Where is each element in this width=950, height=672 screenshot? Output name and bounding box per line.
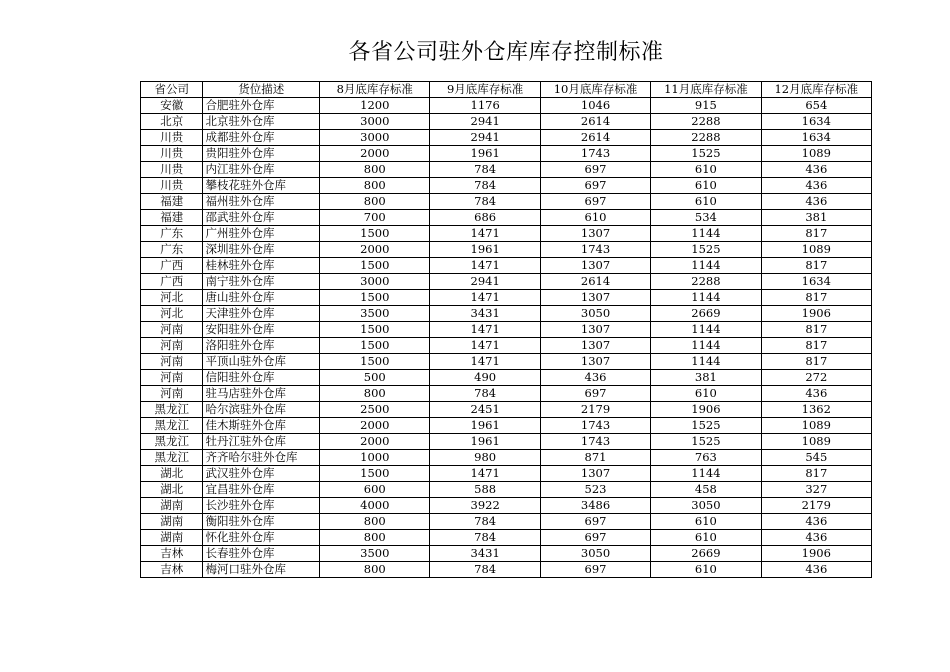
- nov-standard-cell: 915: [651, 98, 761, 114]
- province-cell: 吉林: [141, 562, 203, 578]
- province-cell: 河北: [141, 306, 203, 322]
- province-cell: 湖南: [141, 498, 203, 514]
- province-cell: 湖北: [141, 466, 203, 482]
- dec-standard-cell: 817: [761, 290, 871, 306]
- location-desc-cell: 牡丹江驻外仓库: [203, 434, 320, 450]
- oct-standard-cell: 3050: [540, 306, 650, 322]
- sep-standard-cell: 2941: [430, 114, 540, 130]
- nov-standard-cell: 1144: [651, 354, 761, 370]
- dec-standard-cell: 381: [761, 210, 871, 226]
- oct-standard-cell: 1743: [540, 418, 650, 434]
- aug-standard-cell: 2500: [320, 402, 430, 418]
- location-desc-cell: 深圳驻外仓库: [203, 242, 320, 258]
- dec-standard-cell: 817: [761, 466, 871, 482]
- dec-standard-cell: 654: [761, 98, 871, 114]
- table-row: [141, 402, 872, 418]
- oct-standard-cell: 2614: [540, 274, 650, 290]
- table-row: [141, 194, 872, 210]
- province-cell: 广西: [141, 274, 203, 290]
- dec-standard-cell: 1362: [761, 402, 871, 418]
- table-row: [141, 514, 872, 530]
- location-desc-cell: 攀枝花驻外仓库: [203, 178, 320, 194]
- aug-standard-cell: 800: [320, 562, 430, 578]
- province-cell: 黑龙江: [141, 450, 203, 466]
- location-desc-cell: 邵武驻外仓库: [203, 210, 320, 226]
- aug-standard-cell: 800: [320, 178, 430, 194]
- location-desc-cell: 怀化驻外仓库: [203, 530, 320, 546]
- dec-standard-cell: 817: [761, 338, 871, 354]
- province-cell: 黑龙江: [141, 402, 203, 418]
- dec-standard-cell: 436: [761, 530, 871, 546]
- oct-standard-cell: 1307: [540, 258, 650, 274]
- location-desc-cell: 洛阳驻外仓库: [203, 338, 320, 354]
- header-aug-standard: 8月底库存标准: [320, 82, 430, 98]
- province-cell: 川贵: [141, 162, 203, 178]
- aug-standard-cell: 3000: [320, 130, 430, 146]
- dec-standard-cell: 545: [761, 450, 871, 466]
- oct-standard-cell: 2614: [540, 114, 650, 130]
- sep-standard-cell: 1471: [430, 226, 540, 242]
- oct-standard-cell: 1307: [540, 290, 650, 306]
- oct-standard-cell: 697: [540, 530, 650, 546]
- aug-standard-cell: 1500: [320, 226, 430, 242]
- dec-standard-cell: 1634: [761, 114, 871, 130]
- location-desc-cell: 长春驻外仓库: [203, 546, 320, 562]
- sep-standard-cell: 980: [430, 450, 540, 466]
- nov-standard-cell: 1144: [651, 466, 761, 482]
- location-desc-cell: 衡阳驻外仓库: [203, 514, 320, 530]
- table-row: [141, 210, 872, 226]
- table-row: [141, 322, 872, 338]
- province-cell: 福建: [141, 194, 203, 210]
- location-desc-cell: 梅河口驻外仓库: [203, 562, 320, 578]
- oct-standard-cell: 697: [540, 514, 650, 530]
- location-desc-cell: 北京驻外仓库: [203, 114, 320, 130]
- table-row: [141, 450, 872, 466]
- nov-standard-cell: 2288: [651, 130, 761, 146]
- sep-standard-cell: 2941: [430, 274, 540, 290]
- dec-standard-cell: 436: [761, 562, 871, 578]
- oct-standard-cell: 697: [540, 562, 650, 578]
- nov-standard-cell: 610: [651, 178, 761, 194]
- oct-standard-cell: 436: [540, 370, 650, 386]
- oct-standard-cell: 1307: [540, 226, 650, 242]
- oct-standard-cell: 1307: [540, 354, 650, 370]
- province-cell: 福建: [141, 210, 203, 226]
- nov-standard-cell: 3050: [651, 498, 761, 514]
- table-row: [141, 498, 872, 514]
- location-desc-cell: 天津驻外仓库: [203, 306, 320, 322]
- province-cell: 川贵: [141, 130, 203, 146]
- sep-standard-cell: 3431: [430, 546, 540, 562]
- province-cell: 安徽: [141, 98, 203, 114]
- table-row: [141, 466, 872, 482]
- aug-standard-cell: 800: [320, 194, 430, 210]
- province-cell: 黑龙江: [141, 434, 203, 450]
- sep-standard-cell: 3922: [430, 498, 540, 514]
- province-cell: 河南: [141, 338, 203, 354]
- province-cell: 河南: [141, 386, 203, 402]
- nov-standard-cell: 2288: [651, 274, 761, 290]
- header-nov-standard: 11月底库存标准: [651, 82, 761, 98]
- table-row: [141, 338, 872, 354]
- nov-standard-cell: 610: [651, 562, 761, 578]
- province-cell: 川贵: [141, 178, 203, 194]
- nov-standard-cell: 1144: [651, 290, 761, 306]
- aug-standard-cell: 2000: [320, 242, 430, 258]
- table-row: [141, 98, 872, 114]
- sep-standard-cell: 784: [430, 514, 540, 530]
- sep-standard-cell: 784: [430, 194, 540, 210]
- sep-standard-cell: 1176: [430, 98, 540, 114]
- aug-standard-cell: 1000: [320, 450, 430, 466]
- sep-standard-cell: 784: [430, 562, 540, 578]
- sep-standard-cell: 1961: [430, 434, 540, 450]
- oct-standard-cell: 610: [540, 210, 650, 226]
- table-header: [141, 82, 872, 98]
- oct-standard-cell: 3050: [540, 546, 650, 562]
- sep-standard-cell: 3431: [430, 306, 540, 322]
- header-province: 省公司: [141, 82, 203, 98]
- nov-standard-cell: 1144: [651, 338, 761, 354]
- location-desc-cell: 桂林驻外仓库: [203, 258, 320, 274]
- nov-standard-cell: 2288: [651, 114, 761, 130]
- province-cell: 广东: [141, 226, 203, 242]
- table-row: [141, 530, 872, 546]
- location-desc-cell: 佳木斯驻外仓库: [203, 418, 320, 434]
- aug-standard-cell: 2000: [320, 146, 430, 162]
- province-cell: 吉林: [141, 546, 203, 562]
- dec-standard-cell: 817: [761, 322, 871, 338]
- nov-standard-cell: 763: [651, 450, 761, 466]
- nov-standard-cell: 2669: [651, 306, 761, 322]
- header-dec-standard: 12月底库存标准: [761, 82, 871, 98]
- location-desc-cell: 齐齐哈尔驻外仓库: [203, 450, 320, 466]
- province-cell: 广东: [141, 242, 203, 258]
- nov-standard-cell: 1525: [651, 242, 761, 258]
- header-sep-standard: 9月底库存标准: [430, 82, 540, 98]
- nov-standard-cell: 1144: [651, 258, 761, 274]
- table-row: [141, 370, 872, 386]
- aug-standard-cell: 2000: [320, 434, 430, 450]
- province-cell: 广西: [141, 258, 203, 274]
- aug-standard-cell: 4000: [320, 498, 430, 514]
- location-desc-cell: 广州驻外仓库: [203, 226, 320, 242]
- oct-standard-cell: 2614: [540, 130, 650, 146]
- aug-standard-cell: 1500: [320, 338, 430, 354]
- province-cell: 河南: [141, 322, 203, 338]
- nov-standard-cell: 1144: [651, 322, 761, 338]
- sep-standard-cell: 1471: [430, 322, 540, 338]
- location-desc-cell: 贵阳驻外仓库: [203, 146, 320, 162]
- table-row: [141, 226, 872, 242]
- sep-standard-cell: 784: [430, 162, 540, 178]
- oct-standard-cell: 2179: [540, 402, 650, 418]
- table-row: [141, 258, 872, 274]
- dec-standard-cell: 817: [761, 258, 871, 274]
- sep-standard-cell: 2451: [430, 402, 540, 418]
- table-row: [141, 546, 872, 562]
- oct-standard-cell: 1743: [540, 146, 650, 162]
- sep-standard-cell: 490: [430, 370, 540, 386]
- dec-standard-cell: 436: [761, 194, 871, 210]
- sep-standard-cell: 1471: [430, 338, 540, 354]
- location-desc-cell: 哈尔滨驻外仓库: [203, 402, 320, 418]
- sep-standard-cell: 1961: [430, 242, 540, 258]
- aug-standard-cell: 800: [320, 386, 430, 402]
- dec-standard-cell: 1089: [761, 146, 871, 162]
- location-desc-cell: 安阳驻外仓库: [203, 322, 320, 338]
- location-desc-cell: 唐山驻外仓库: [203, 290, 320, 306]
- aug-standard-cell: 3000: [320, 274, 430, 290]
- dec-standard-cell: 436: [761, 162, 871, 178]
- oct-standard-cell: 1307: [540, 322, 650, 338]
- sep-standard-cell: 1471: [430, 258, 540, 274]
- table-row: [141, 562, 872, 578]
- province-cell: 川贵: [141, 146, 203, 162]
- nov-standard-cell: 1525: [651, 146, 761, 162]
- nov-standard-cell: 610: [651, 162, 761, 178]
- oct-standard-cell: 3486: [540, 498, 650, 514]
- oct-standard-cell: 871: [540, 450, 650, 466]
- table-row: [141, 146, 872, 162]
- aug-standard-cell: 700: [320, 210, 430, 226]
- aug-standard-cell: 1500: [320, 354, 430, 370]
- sep-standard-cell: 686: [430, 210, 540, 226]
- aug-standard-cell: 500: [320, 370, 430, 386]
- sep-standard-cell: 588: [430, 482, 540, 498]
- oct-standard-cell: 697: [540, 194, 650, 210]
- oct-standard-cell: 1307: [540, 338, 650, 354]
- oct-standard-cell: 1307: [540, 466, 650, 482]
- dec-standard-cell: 1634: [761, 274, 871, 290]
- table-row: [141, 306, 872, 322]
- sep-standard-cell: 784: [430, 386, 540, 402]
- location-desc-cell: 宜昌驻外仓库: [203, 482, 320, 498]
- aug-standard-cell: 1500: [320, 258, 430, 274]
- nov-standard-cell: 610: [651, 514, 761, 530]
- location-desc-cell: 合肥驻外仓库: [203, 98, 320, 114]
- oct-standard-cell: 1046: [540, 98, 650, 114]
- province-cell: 河南: [141, 370, 203, 386]
- nov-standard-cell: 381: [651, 370, 761, 386]
- page-title: 各省公司驻外仓库库存控制标准: [348, 40, 664, 65]
- nov-standard-cell: 458: [651, 482, 761, 498]
- oct-standard-cell: 1743: [540, 242, 650, 258]
- header-location-desc: 货位描述: [203, 82, 320, 98]
- nov-standard-cell: 2669: [651, 546, 761, 562]
- header-oct-standard: 10月底库存标准: [540, 82, 650, 98]
- oct-standard-cell: 697: [540, 162, 650, 178]
- sep-standard-cell: 1471: [430, 290, 540, 306]
- nov-standard-cell: 610: [651, 194, 761, 210]
- sep-standard-cell: 2941: [430, 130, 540, 146]
- aug-standard-cell: 600: [320, 482, 430, 498]
- nov-standard-cell: 1525: [651, 434, 761, 450]
- nov-standard-cell: 1906: [651, 402, 761, 418]
- province-cell: 湖南: [141, 514, 203, 530]
- sep-standard-cell: 1961: [430, 146, 540, 162]
- dec-standard-cell: 817: [761, 354, 871, 370]
- dec-standard-cell: 1634: [761, 130, 871, 146]
- location-desc-cell: 内江驻外仓库: [203, 162, 320, 178]
- oct-standard-cell: 697: [540, 178, 650, 194]
- dec-standard-cell: 1089: [761, 242, 871, 258]
- nov-standard-cell: 1144: [651, 226, 761, 242]
- aug-standard-cell: 1500: [320, 290, 430, 306]
- province-cell: 河南: [141, 354, 203, 370]
- sep-standard-cell: 1471: [430, 354, 540, 370]
- header-row: [141, 82, 872, 98]
- nov-standard-cell: 534: [651, 210, 761, 226]
- dec-standard-cell: 1089: [761, 418, 871, 434]
- nov-standard-cell: 610: [651, 530, 761, 546]
- table-row: [141, 354, 872, 370]
- aug-standard-cell: 3500: [320, 306, 430, 322]
- table-row: [141, 290, 872, 306]
- table-row: [141, 434, 872, 450]
- oct-standard-cell: 1743: [540, 434, 650, 450]
- aug-standard-cell: 800: [320, 530, 430, 546]
- table-row: [141, 178, 872, 194]
- table-body: [141, 98, 872, 578]
- province-cell: 河北: [141, 290, 203, 306]
- aug-standard-cell: 3500: [320, 546, 430, 562]
- aug-standard-cell: 1200: [320, 98, 430, 114]
- sep-standard-cell: 784: [430, 178, 540, 194]
- oct-standard-cell: 523: [540, 482, 650, 498]
- table-row: [141, 114, 872, 130]
- table-row: [141, 418, 872, 434]
- aug-standard-cell: 3000: [320, 114, 430, 130]
- province-cell: 北京: [141, 114, 203, 130]
- dec-standard-cell: 2179: [761, 498, 871, 514]
- province-cell: 湖北: [141, 482, 203, 498]
- table-row: [141, 130, 872, 146]
- sep-standard-cell: 1961: [430, 418, 540, 434]
- dec-standard-cell: 1906: [761, 306, 871, 322]
- aug-standard-cell: 2000: [320, 418, 430, 434]
- location-desc-cell: 平顶山驻外仓库: [203, 354, 320, 370]
- table-row: [141, 482, 872, 498]
- oct-standard-cell: 697: [540, 386, 650, 402]
- dec-standard-cell: 1089: [761, 434, 871, 450]
- location-desc-cell: 驻马店驻外仓库: [203, 386, 320, 402]
- dec-standard-cell: 272: [761, 370, 871, 386]
- sep-standard-cell: 1471: [430, 466, 540, 482]
- location-desc-cell: 南宁驻外仓库: [203, 274, 320, 290]
- aug-standard-cell: 800: [320, 162, 430, 178]
- nov-standard-cell: 1525: [651, 418, 761, 434]
- table-row: [141, 386, 872, 402]
- table-row: [141, 274, 872, 290]
- sep-standard-cell: 784: [430, 530, 540, 546]
- dec-standard-cell: 1906: [761, 546, 871, 562]
- table-row: [141, 162, 872, 178]
- location-desc-cell: 成都驻外仓库: [203, 130, 320, 146]
- location-desc-cell: 长沙驻外仓库: [203, 498, 320, 514]
- inventory-standard-table: [140, 81, 872, 578]
- location-desc-cell: 武汉驻外仓库: [203, 466, 320, 482]
- table-row: [141, 242, 872, 258]
- aug-standard-cell: 1500: [320, 466, 430, 482]
- location-desc-cell: 信阳驻外仓库: [203, 370, 320, 386]
- aug-standard-cell: 1500: [320, 322, 430, 338]
- dec-standard-cell: 817: [761, 226, 871, 242]
- province-cell: 黑龙江: [141, 418, 203, 434]
- dec-standard-cell: 327: [761, 482, 871, 498]
- dec-standard-cell: 436: [761, 178, 871, 194]
- province-cell: 湖南: [141, 530, 203, 546]
- dec-standard-cell: 436: [761, 514, 871, 530]
- aug-standard-cell: 800: [320, 514, 430, 530]
- nov-standard-cell: 610: [651, 386, 761, 402]
- dec-standard-cell: 436: [761, 386, 871, 402]
- location-desc-cell: 福州驻外仓库: [203, 194, 320, 210]
